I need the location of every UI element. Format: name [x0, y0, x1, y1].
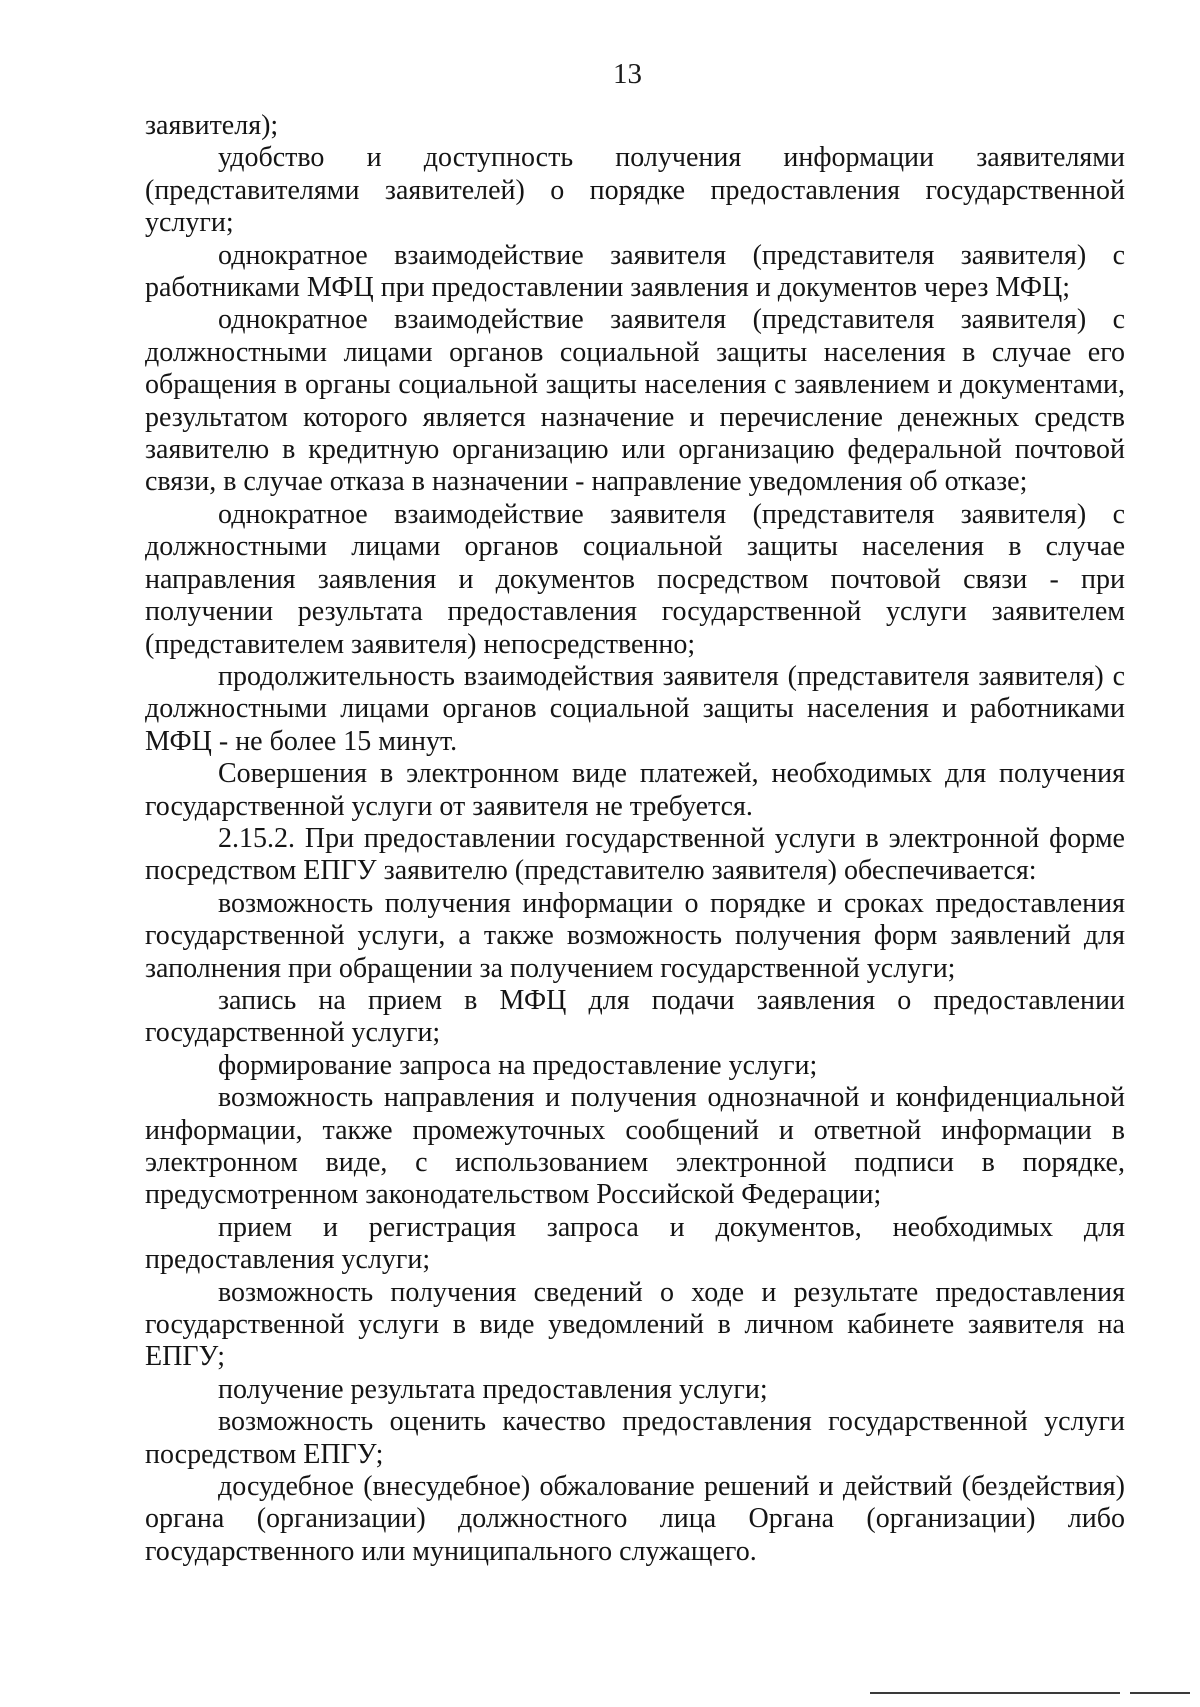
paragraph: досудебное (внесудебное) обжалование решений и действий (бездействия) органа (организации) должностного лица Органа (организации) либо государственного или муниципального служащего. [145, 1471, 1125, 1567]
paragraph: возможность получения информации о порядке и сроках предоставления государственной услуги, а также возможность получения форм заявлений для заполнения при обращении за получением государственной услуги; [145, 887, 1125, 984]
paragraph: однократное взаимодействие заявителя (представителя заявителя) с должностными лицами органов социальной защиты населения в случае его обращения в органы социальной защиты населения с заявлением и документами, результатом которого является назначение и перечисление денежных средств заявителю в кредитную организацию или организацию федеральной почтовой связи, в случае отказа в назначении - направление уведомления об отказе; [145, 304, 1125, 498]
paragraph: однократное взаимодействие заявителя (представителя заявителя) с должностными лицами органов социальной защиты населения в случае направления заявления и документов посредством почтовой связи - при получении результата предоставления государственной услуги заявителем (представителем заявителя) непосредственно; [145, 498, 1125, 660]
paragraph: запись на прием в МФЦ для подачи заявления о предоставлении государственной услуги; [145, 984, 1125, 1049]
paragraph: возможность оценить качество предоставления государственной услуги посредством ЕПГУ; [145, 1406, 1125, 1470]
paragraph: возможность направления и получения однозначной и конфиденциальной информации, также промежуточных сообщений и ответной информации в электронном виде, с использованием электронной подписи в порядке, предусмотренном законодательством Российской Федерации; [145, 1082, 1125, 1211]
footer-rule [1130, 1692, 1190, 1694]
footer-rule [870, 1692, 1120, 1694]
paragraph: продолжительность взаимодействия заявителя (представителя заявителя) с должностными лицами органов социальной защиты населения и работниками МФЦ - не более 15 минут. [145, 660, 1125, 757]
paragraph: возможность получения сведений о ходе и результате предоставления государственной услуги в виде уведомлений в личном кабинете заявителя на ЕПГУ; [145, 1276, 1125, 1373]
paragraph: прием и регистрация запроса и документов, необходимых для предоставления услуги; [145, 1211, 1125, 1276]
paragraph: удобство и доступность получения информации заявителями (представителями заявителей) о порядке предоставления государственной услуги; [145, 142, 1125, 239]
paragraph: однократное взаимодействие заявителя (представителя заявителя) с работниками МФЦ при предоставлении заявления и документов через МФЦ; [145, 239, 1125, 304]
paragraph-continuation: заявителя); [145, 110, 279, 141]
paragraph: получение результата предоставления услуги; [218, 1373, 768, 1405]
paragraph: Совершения в электронном виде платежей, необходимых для получения государственной услуги от заявителя не требуется. [145, 758, 1125, 822]
section-paragraph: 2.15.2. При предоставлении государственной услуги в электронной форме посредством ЕПГУ заявителю (представителю заявителя) обеспечивается: [145, 822, 1125, 887]
page-number: 13 [613, 58, 642, 90]
document-body [145, 110, 1125, 1568]
paragraph: формирование запроса на предоставление услуги; [218, 1049, 818, 1081]
